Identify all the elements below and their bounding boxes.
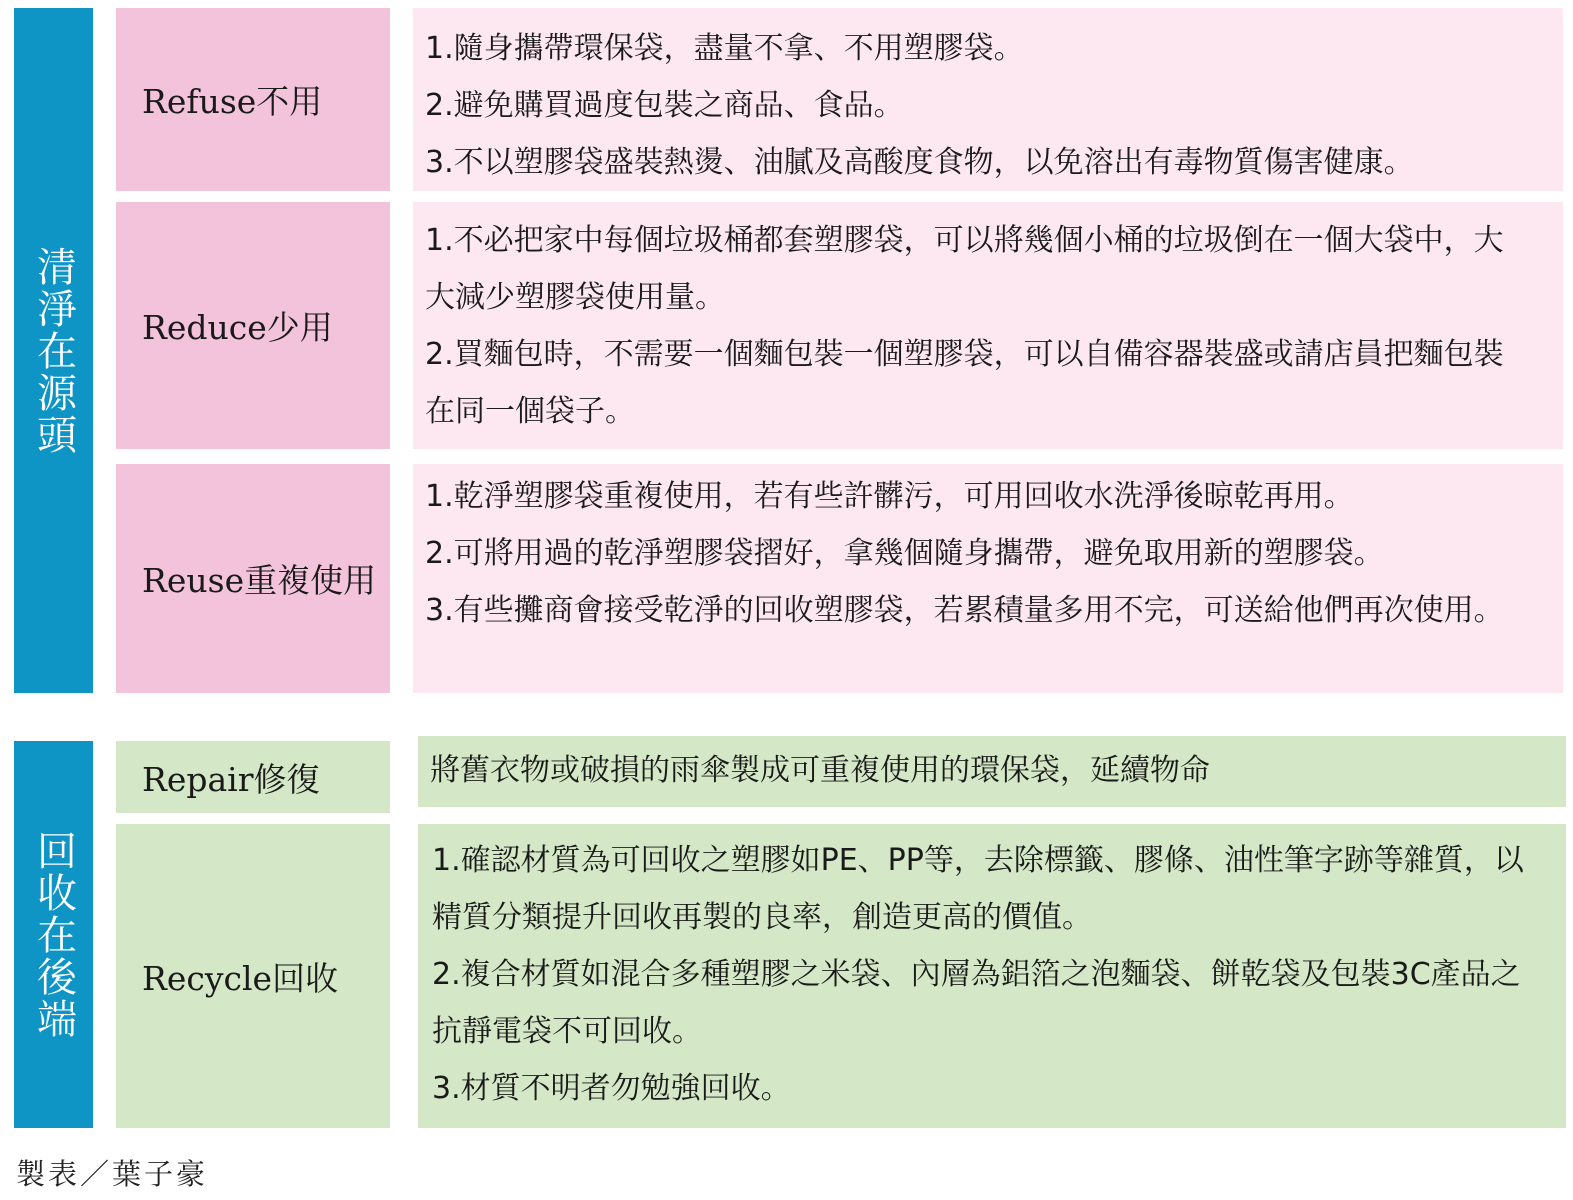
list-item: 2.避免購買過度包裝之商品、食品。 [425, 88, 904, 123]
list-item: 3.不以塑膠袋盛裝熱燙、油膩及高酸度食物，以免溶出有毒物質傷害健康。 [425, 145, 1414, 180]
row-label-refuse-text: Refuse不用 [142, 82, 323, 121]
list-item: 2.買麵包時，不需要一個麵包裝一個塑膠袋，可以自備容器裝盛或請店員把麵包裝在同一個袋子。 [425, 337, 1504, 429]
row-label-reduce-text: Reduce少用 [142, 308, 333, 347]
list-item: 2.可將用過的乾淨塑膠袋摺好，拿幾個隨身攜帶，避免取用新的塑膠袋。 [425, 536, 1384, 571]
row-label-reduce [116, 202, 390, 449]
group-bar-backend [14, 741, 93, 1128]
row-label-refuse [116, 8, 390, 191]
row-label-reuse-text: Reuse重複使用 [142, 561, 377, 600]
group-bar-source [14, 8, 93, 693]
list-item: 1.不必把家中每個垃圾桶都套塑膠袋，可以將幾個小桶的垃圾倒在一個大袋中，大大減少塑膠袋使用量。 [425, 223, 1504, 315]
group-title-source: 清淨在源頭 [30, 245, 77, 456]
row-label-recycle [116, 824, 390, 1128]
row-content-refuse [413, 8, 1563, 191]
list-item: 1.隨身攜帶環保袋，盡量不拿、不用塑膠袋。 [425, 31, 1024, 66]
list-item: 2.複合材質如混合多種塑膠之米袋、內層為鋁箔之泡麵袋、餅乾袋及包裝3C產品之抗靜電袋不可回收。 [432, 957, 1521, 1049]
list-item: 3.材質不明者勿勉強回收。 [432, 1071, 791, 1106]
row-content-reduce [413, 202, 1563, 449]
list-item: 1.確認材質為可回收之塑膠如PE、PP等，去除標籤、膠條、油性筆字跡等雜質，以精質分類提升回收再製的良率，創造更高的價值。 [432, 843, 1524, 935]
row-label-reuse [116, 464, 390, 693]
row-content-reuse [413, 464, 1563, 693]
list-item: 1.乾淨塑膠袋重複使用，若有些許髒污，可用回收水洗淨後晾乾再用。 [425, 479, 1354, 514]
row-content-repair [418, 736, 1566, 807]
row-label-repair-text: Repair修復 [142, 759, 320, 799]
row-content-recycle [418, 824, 1566, 1128]
row-label-recycle-text: Recycle回收 [142, 958, 339, 998]
group-title-backend: 回收在後端 [30, 829, 77, 1040]
table-credit: 製表／葉子豪 [16, 1157, 209, 1191]
list-item: 3.有些攤商會接受乾淨的回收塑膠袋，若累積量多用不完，可送給他們再次使用。 [425, 593, 1504, 628]
row-label-repair [116, 741, 390, 813]
list-item: 將舊衣物或破損的雨傘製成可重複使用的環保袋，延續物命 [430, 753, 1210, 788]
